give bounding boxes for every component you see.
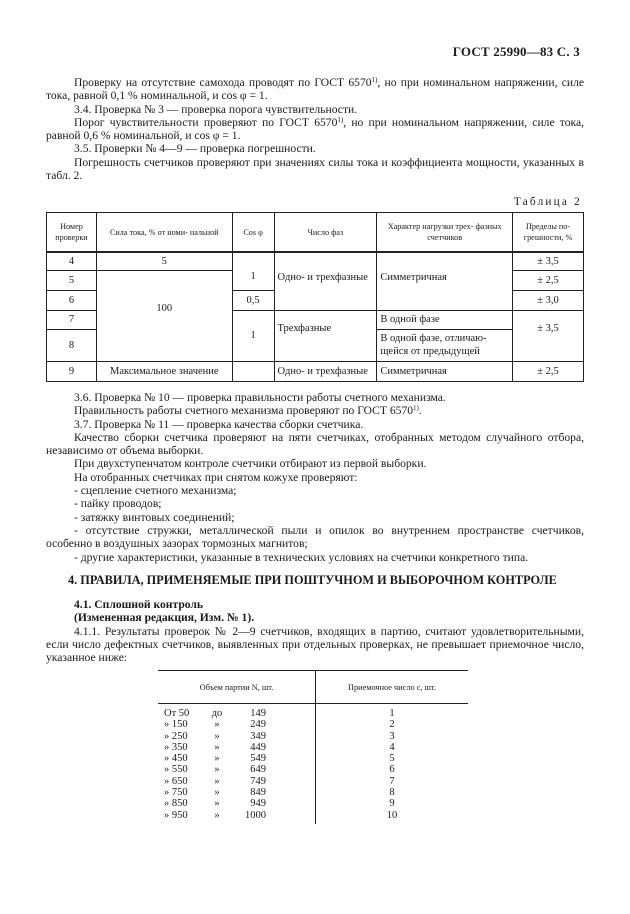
table-row xyxy=(158,810,468,824)
acceptance-number: 9 xyxy=(389,798,395,810)
cell-cos: 1 xyxy=(232,252,274,290)
paragraph-check-4-9: 3.5. Проверки № 4—9 — проверка погрешности. xyxy=(74,142,316,156)
lot-range: » 150 » 249 xyxy=(158,719,316,730)
cell-error: ± 3,0 xyxy=(513,290,584,310)
acceptance-number: 10 xyxy=(386,809,398,821)
paragraph-error-conditions: Погрешность счетчиков проверяют при значениях силы тока и коэффициента мощности, указанных в табл. 2. xyxy=(46,155,584,183)
lot-range: » 950 » 1000 xyxy=(158,810,316,824)
table-row xyxy=(158,776,468,787)
cell-error: ± 2,5 xyxy=(513,270,584,290)
acceptance-number: 7 xyxy=(389,775,395,787)
acceptance-number: 3 xyxy=(389,730,395,742)
cell-error: ± 3,5 xyxy=(513,310,584,361)
table-row xyxy=(47,361,584,381)
cell-load: Симметричная xyxy=(377,361,513,381)
table-2-caption: Таблица 2 xyxy=(513,196,582,208)
lot-range: » 450 » 549 xyxy=(158,753,316,764)
paragraph-check-10: 3.6. Проверка № 10 — проверка правильности работы счетного механизма. xyxy=(74,391,446,404)
acceptance-number: 8 xyxy=(389,787,395,799)
lot-range: От 50 до 149 xyxy=(158,704,316,720)
lot-range: » 250 » 349 xyxy=(158,731,316,742)
paragraph-acceptance: 4.1.1. Результаты проверок № 2—9 счетчиков, входящих в партию, считают удовлетворительными, если число дефектных счетчиков, выявленных при отдельных проверках, не превышает приемочное число, указанное ниже: xyxy=(46,624,584,665)
header-check-number: Номер проверки xyxy=(47,213,97,253)
header-error-limits: Пределы по- грешности, % xyxy=(513,213,584,253)
table-2-header-row xyxy=(47,213,584,253)
table-row xyxy=(158,764,468,775)
table-row xyxy=(158,787,468,798)
cell-number: 6 xyxy=(47,290,97,310)
cell-current: 5 xyxy=(96,252,232,270)
paragraph-threshold: Порог чувствительности проверяют по ГОСТ 6570$^{1)}$, но при номинальном напряжении, силе тока, равной 0,6 % номинальной, и cos φ = 1. xyxy=(46,115,584,143)
paragraph-two-stage: При двухступенчатом контроле счетчики отбирают из первой выборки. xyxy=(74,457,427,471)
paragraph-check-11: 3.7. Проверка № 11 — проверка качества сборки счетчика. xyxy=(74,417,364,431)
header-load: Характер нагрузки трех- фазных счетчиков xyxy=(377,213,513,253)
cell-number: 5 xyxy=(47,270,97,290)
header-cos-phi: Cos φ xyxy=(232,213,274,253)
table-row xyxy=(158,704,468,720)
lot-range: » 350 » 449 xyxy=(158,742,316,753)
text-block-1 xyxy=(46,76,584,182)
lot-range: » 650 » 749 xyxy=(158,776,316,787)
cell-number: 4 xyxy=(47,252,97,270)
table-row xyxy=(158,753,468,764)
cell-number: 9 xyxy=(47,361,97,381)
cell-number: 8 xyxy=(47,329,97,361)
table-2 xyxy=(46,212,584,382)
cell-phases: Одно- и трехфазные xyxy=(274,361,377,381)
cell-cos xyxy=(232,361,274,381)
page-header: ГОСТ 25990—83 С. 3 xyxy=(452,44,580,59)
header-current: Сила тока, % от номи- нальной xyxy=(96,213,232,253)
paragraph-self-running: Проверку на отсутствие самохода проводят по ГОСТ 6570$^{1)}$, но при номинальном напряжении, силе тока, равной 0,1 % номинальной, и cos φ = 1. xyxy=(46,76,584,103)
cell-load: В одной фазе, отличаю- щейся от предыдущей xyxy=(377,329,513,361)
cell-current: 100 xyxy=(96,270,232,361)
table-row xyxy=(158,719,468,730)
list-item: - другие характеристики, указанные в технических условиях на счетчики конкретного типа. xyxy=(74,550,529,564)
header-lot-size: Объем партии N, шт. xyxy=(158,671,316,704)
cell-cos: 0,5 xyxy=(232,290,274,310)
lot-range: » 850 » 949 xyxy=(158,798,316,809)
list-item: - отсутствие стружки, металлической пыли и опилок во внутреннем пространстве счетчиков, особенно в воздушных зазорах тормозных магнитов; xyxy=(46,523,584,551)
cell-error: ± 2,5 xyxy=(513,361,584,381)
acceptance-number: 5 xyxy=(389,753,395,765)
cell-load: В одной фазе xyxy=(377,310,513,329)
list-item: - сцепление счетного механизма; xyxy=(74,484,237,498)
acceptance-number: 2 xyxy=(389,719,395,731)
cell-error: ± 3,5 xyxy=(513,252,584,270)
lot-range: » 750 » 849 xyxy=(158,787,316,798)
cell-number: 7 xyxy=(47,310,97,329)
table-3-header-row xyxy=(158,671,468,704)
table-row xyxy=(158,742,468,753)
paragraph-counter-mechanism: Правильность работы счетного механизма проверяют по ГОСТ 6570$^{1)}$. xyxy=(74,404,422,418)
amendment-note: (Измененная редакция, Изм. № 1). xyxy=(74,611,255,625)
acceptance-number: 4 xyxy=(389,741,395,753)
lot-range: » 550 » 649 xyxy=(158,764,316,775)
cell-cos: 1 xyxy=(232,310,274,361)
paragraph-assembly-quality: Качество сборки счетчика проверяют на пяти счетчиках, отобранных методом случайного отбора, независимо от объема выборки. xyxy=(46,430,584,458)
cell-phases: Одно- и трехфазные xyxy=(274,252,377,310)
subsection-title: 4.1. Сплошной контроль xyxy=(74,598,204,611)
table-row xyxy=(47,252,584,270)
list-item: - затяжку винтовых соединений; xyxy=(74,510,235,524)
table-acceptance xyxy=(158,670,468,824)
acceptance-number: 1 xyxy=(389,708,395,719)
cell-current: Максимальное значение xyxy=(96,361,232,381)
cell-load: Симметричная xyxy=(377,252,513,310)
header-phases: Число фаз xyxy=(274,213,377,253)
header-acceptance-number: Приемочное число c, шт. xyxy=(316,671,469,704)
acceptance-number: 6 xyxy=(389,764,395,776)
table-row xyxy=(158,798,468,809)
section-4-title: 4. ПРАВИЛА, ПРИМЕНЯЕМЫЕ ПРИ ПОШТУЧНОМ И ВЫБОРОЧНОМ КОНТРОЛЕ xyxy=(68,573,557,587)
text-block-2 xyxy=(46,391,584,564)
paragraph-check-3: 3.4. Проверка № 3 — проверка порога чувствительности. xyxy=(74,102,358,116)
cell-phases: Трехфазные xyxy=(274,310,377,361)
text-block-3 xyxy=(46,598,584,664)
table-row xyxy=(158,731,468,742)
list-item: - пайку проводов; xyxy=(74,497,162,511)
paragraph-checked-items: На отобранных счетчиках при снятом кожухе проверяют: xyxy=(74,470,358,484)
